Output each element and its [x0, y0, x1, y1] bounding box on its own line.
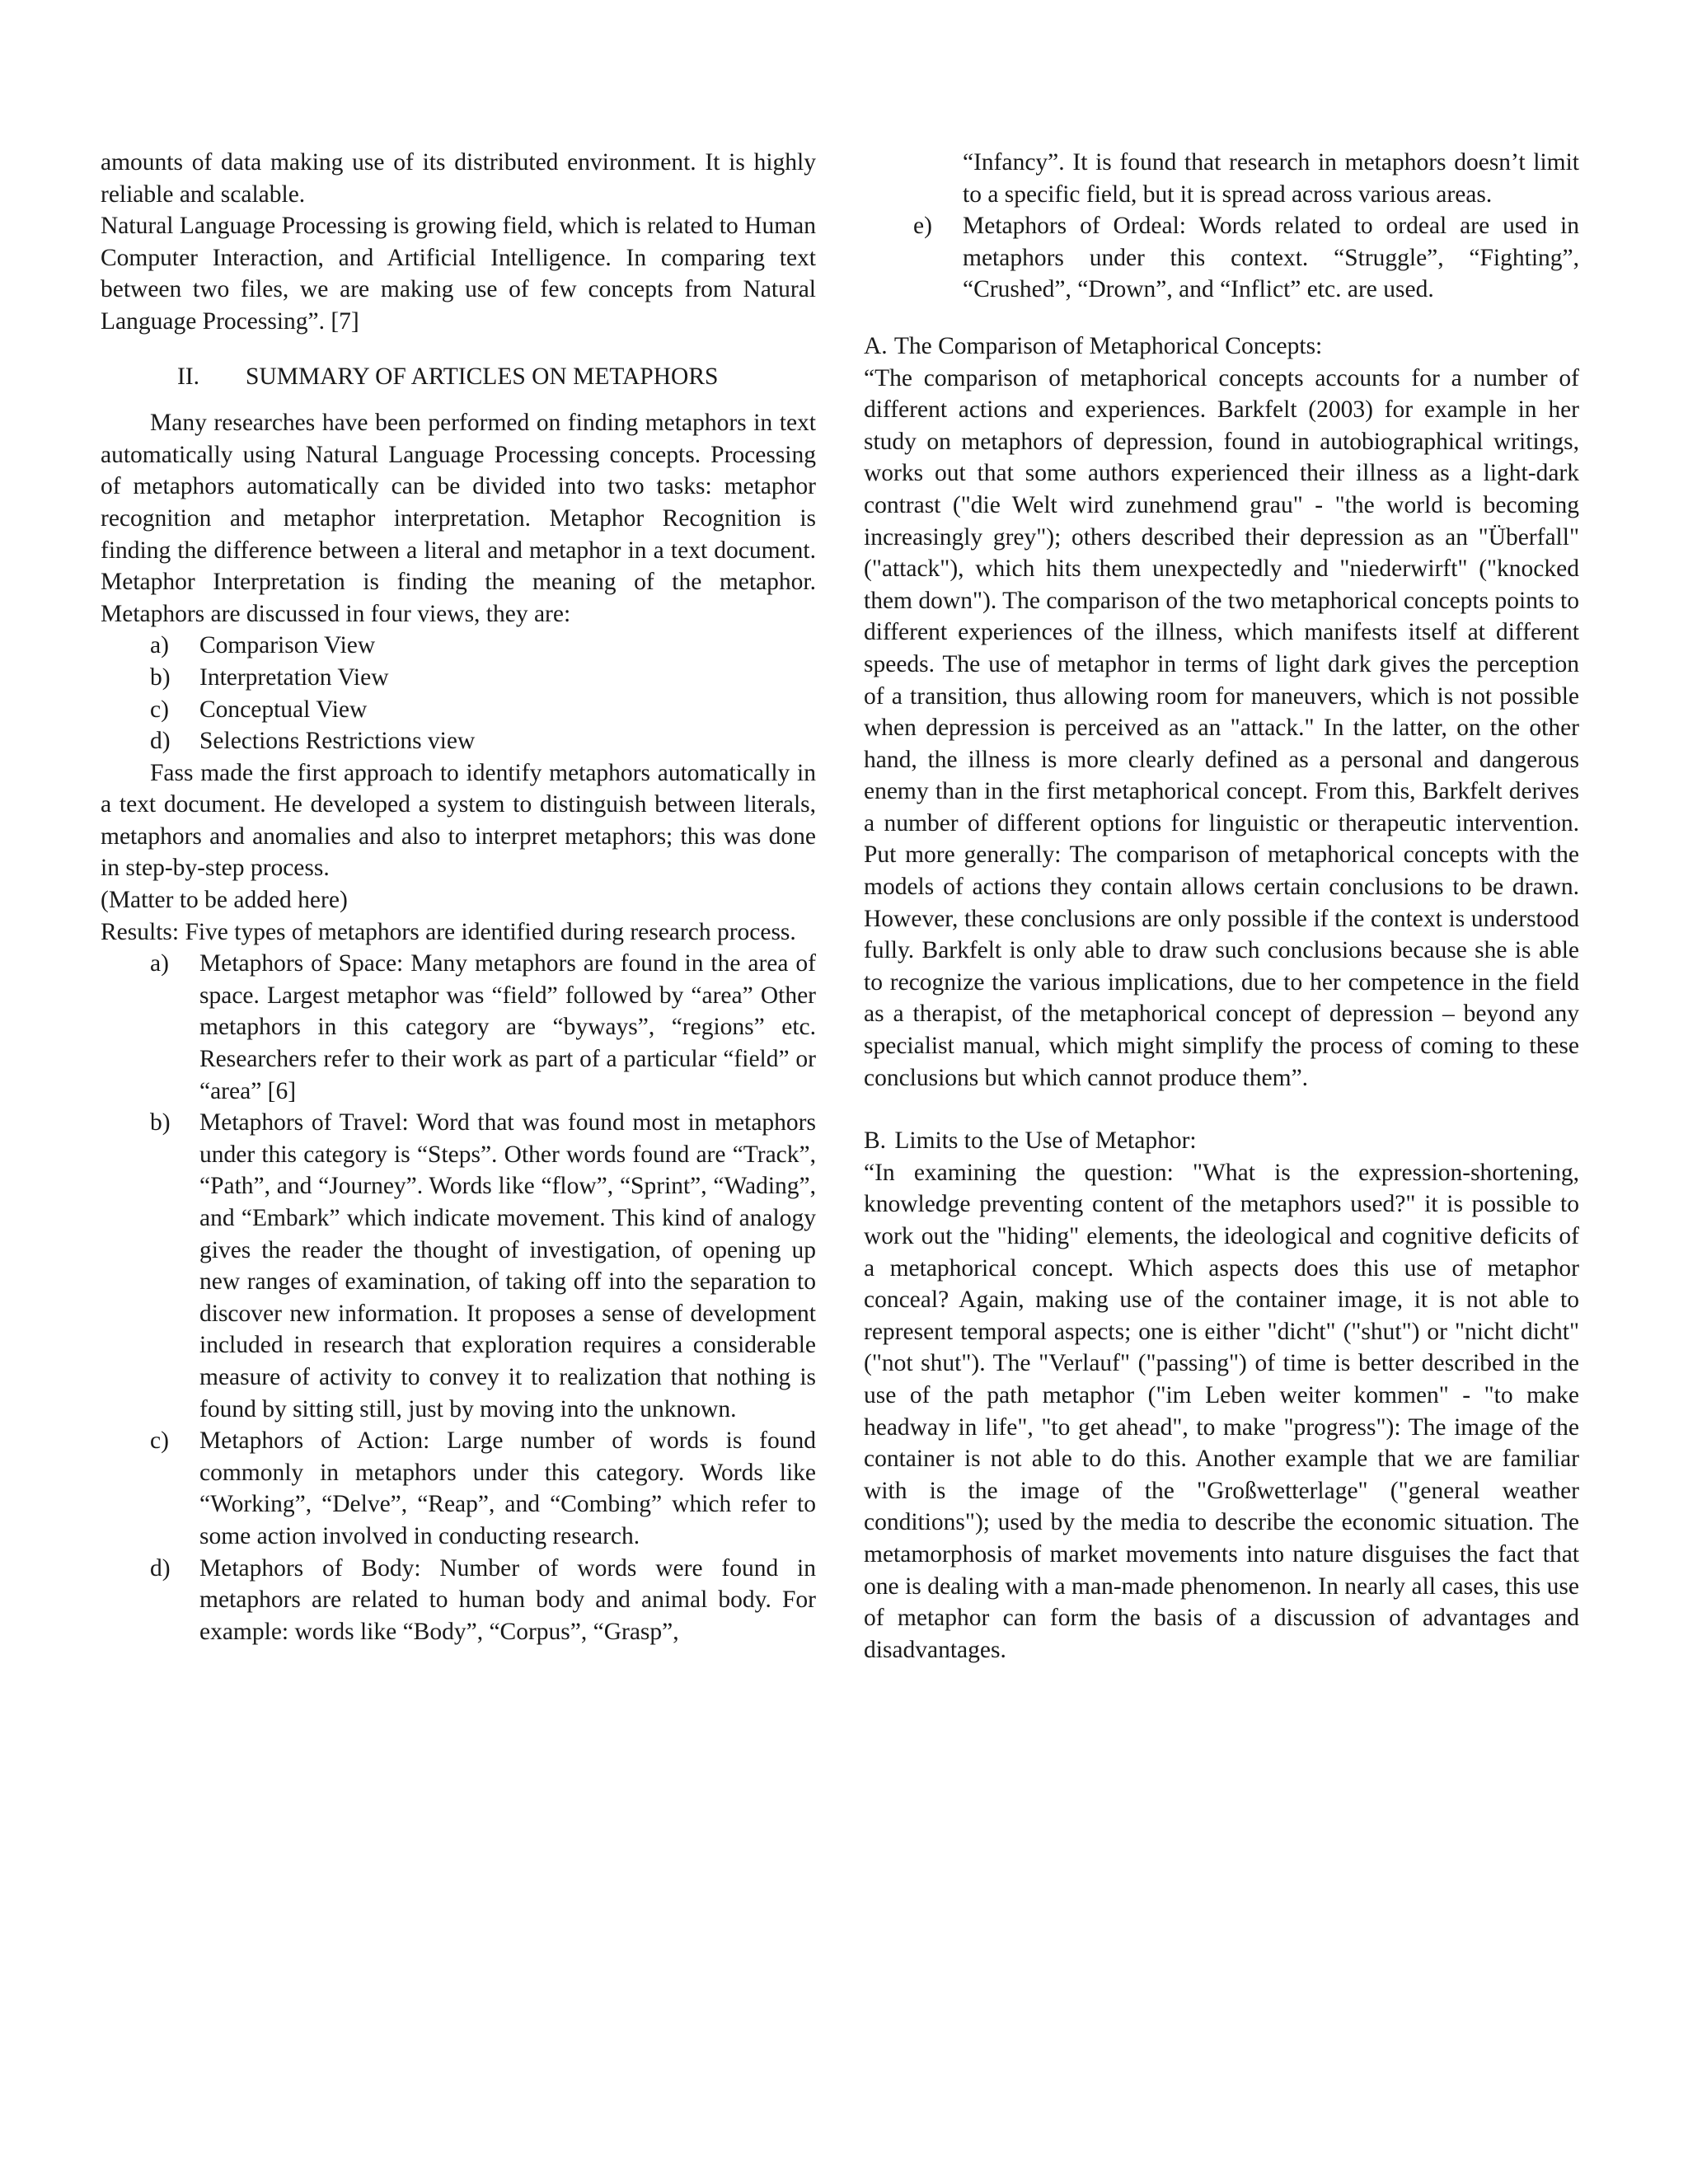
subsection-title: Limits to the Use of Metaphor:: [894, 1127, 1197, 1155]
subsection-heading-b: [864, 1125, 1579, 1157]
list-marker: d): [150, 728, 171, 755]
paragraph-results: Results: Five types of metaphors are identified during research process.: [101, 918, 796, 945]
list-item-text: Selections Restrictions view: [199, 728, 476, 755]
subsection-heading-a: [864, 330, 1579, 363]
list-item-text: Conceptual View: [199, 696, 368, 723]
paragraph-researches: Many researches have been performed on finding metaphors in text automatically using Natural Language Processing concepts. Processing of metaphors automatically can be divided into two tasks: metaphor recognition and metaphor interpretation. Metaphor Recognition is finding the difference between a literal and metaphor in a text document. Metaphor Interpretation is finding the meaning of the metaphor. Metaphors are discussed in four views, they are:: [101, 410, 816, 627]
list-item-text: Metaphors of Ordeal: Words related to ordeal are used in metaphors under this context. “Struggle”, “Fighting”, “Crushed”, “Drown”, and “Inflict” etc. are used.: [963, 213, 1579, 303]
paragraph-comparison: “The comparison of metaphorical concepts accounts for a number of different actions and experiences. Barkfelt (2003) for example in her study on metaphors of depression, found in autobiographical writings, works out that some authors experienced their illness as a light-dark contrast ("die Welt wird zunehmend grau" - "the world is becoming increasingly grey"); others described their depression as an "Überfall" ("attack"), which hits them unexpectedly and "niederwirft" ("knocked them down"). The comparison of the two metaphorical concepts points to different experiences of the illness, which manifests itself at different speeds. The use of metaphor in terms of light dark gives the perception of a transition, thus allowing room for maneuvers, which is not possible when depression is perceived as an "attack." In the latter, on the other hand, the illness is more clearly defined as a personal and dangerous enemy than in the first metaphorical concept. From this, Barkfelt derives a number of different options for linguistic or therapeutic intervention. Put more generally: The comparison of metaphorical concepts with the models of actions they contain allows certain conclusions to be drawn. However, these conclusions are only possible if the context is understood fully. Barkfelt is only able to draw such conclusions because she is able to recognize the various implications, due to her competence in the field as a therapist, of the metaphorical concept of depression – beyond any specialist manual, which might simplify the process of coming to these conclusions but which cannot produce them”.: [864, 364, 1579, 1091]
list-item-text: Metaphors of Travel: Word that was found most in metaphors under this category is “Steps”. Other words found are “Track”, “Path”, and “Journey”. Words like “flow”, “Sprint”, “Wading”, and “Embark” which indicate movement. This kind of analogy gives the reader the thought of investigation, of opening up new ranges of examination, of taking off into the separation to discover new information. It proposes a sense of development included in research that exploration requires a considerable measure of activity to convey it to realization that nothing is found by sitting still, just by moving into the unknown.: [199, 1109, 816, 1422]
section-heading: [101, 361, 816, 393]
list-item: [864, 147, 1579, 210]
list-item-text: Metaphors of Space: Many metaphors are found in the area of space. Largest metaphor was “field” followed by “area” Other metaphors in this category are “byways”, “regions” etc. Researchers refer to their work as part of a particular “field” or “area” [6]: [199, 950, 816, 1104]
paragraph-fass: Fass made the first approach to identify metaphors automatically in a text document. He developed a system to distinguish between literals, metaphors and anomalies and also to interpret metaphors; this was done in step-by-step process.: [101, 759, 816, 882]
list-item: [101, 948, 816, 1107]
list-marker: c): [150, 696, 169, 723]
left-column: [101, 147, 816, 1647]
paragraph-limits: “In examining the question: "What is the expression-shortening, knowledge preventing content of the metaphors used?" it is possible to work out the "hiding" elements, the ideological and cognitive deficits of a metaphorical concept. Which aspects does this use of metaphor conceal? Again, making use of the container image, it is not able to represent temporal aspects; one is either "dicht" ("shut") or "nicht dicht" ("not shut"). The "Verlauf" ("passing") of time is better described in the use of the path metaphor ("im Leben weiter kommen" - "to make headway in life", "to get ahead", to make "progress"): The image of the container is not able to do this. Another example that we are familiar with is the image of the "Großwetterlage" ("general weather conditions"); used by the media to describe the economic situation. The metamorphosis of market movements into nature disguises the fact that one is dealing with a man-made phenomenon. In nearly all cases, this use of metaphor can form the basis of a discussion of advantages and disadvantages.: [864, 1159, 1579, 1663]
list-marker: a): [150, 632, 169, 659]
list-item: [864, 210, 1579, 306]
list-item: [101, 1107, 816, 1425]
list-marker: c): [150, 1427, 169, 1455]
section-number: II.: [176, 363, 199, 390]
intro-paragraph: Natural Language Processing is growing field, which is related to Human Computer Interaction, and Artificial Intelligence. In comparing text between two files, we are making use of few concepts from Natural Language Processing”. [7]: [101, 213, 816, 335]
list-item-text: Comparison View: [199, 632, 376, 659]
subsection-title: The Comparison of Metaphorical Concepts:: [893, 332, 1323, 359]
paragraph-matter: (Matter to be added here): [101, 887, 348, 914]
list-item-text: “Infancy”. It is found that research in metaphors doesn’t limit to a specific field, but it is spread across various areas.: [963, 149, 1579, 208]
list-item-text: Interpretation View: [199, 663, 389, 691]
list-item: [101, 1553, 816, 1648]
list-item: [101, 630, 816, 662]
right-column: [864, 147, 1579, 1666]
list-marker: d): [150, 1554, 171, 1582]
list-item: [101, 1425, 816, 1552]
list-item-text: Metaphors of Action: Large number of words is found commonly in metaphors under this category. Words like “Working”, “Delve”, “Reap”, and “Combing” which refer to some action involved in conducting research.: [199, 1427, 816, 1549]
list-marker: a): [150, 950, 169, 977]
list-item: [101, 725, 816, 757]
subsection-letter: B.: [864, 1127, 887, 1155]
list-item-text: Metaphors of Body: Number of words were found in metaphors are related to human body and animal body. For example: words like “Body”, “Corpus”, “Grasp”,: [199, 1554, 816, 1645]
types-list-continued: [864, 147, 1579, 306]
list-marker: e): [913, 213, 932, 240]
intro-paragraph: amounts of data making use of its distributed environment. It is highly reliable and scalable.: [101, 149, 816, 208]
views-list: [101, 630, 816, 757]
subsection-letter: A.: [864, 332, 888, 359]
list-marker: b): [150, 1109, 171, 1137]
list-item: [101, 662, 816, 694]
section-title: SUMMARY OF ARTICLES ON METAPHORS: [246, 363, 719, 390]
list-item: [101, 694, 816, 726]
list-marker: b): [150, 663, 171, 691]
types-list: [101, 948, 816, 1647]
